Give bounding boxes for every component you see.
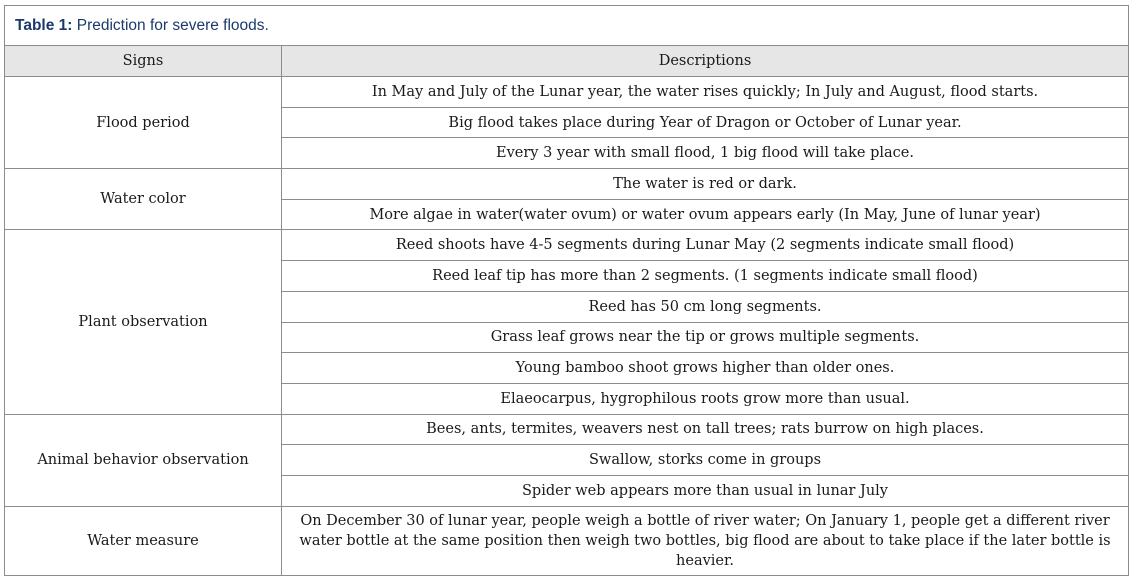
table-row [5, 506, 1129, 575]
table-row [5, 414, 1129, 445]
table-row [5, 230, 1129, 261]
header-signs: Signs [5, 46, 282, 77]
description-cell: Big flood takes place during Year of Dragon or October of Lunar year. [282, 107, 1129, 138]
caption-label: Table 1: [15, 16, 73, 34]
description-cell: More algae in water(water ovum) or water ovum appears early (In May, June of lunar year) [282, 199, 1129, 230]
description-cell: Every 3 year with small flood, 1 big flood will take place. [282, 138, 1129, 169]
table-container [4, 5, 1129, 576]
description-cell: Reed leaf tip has more than 2 segments. (1 segments indicate small flood) [282, 261, 1129, 292]
description-cell: Bees, ants, termites, weavers nest on tall trees; rats burrow on high places. [282, 414, 1129, 445]
caption-text: Prediction for severe floods. [72, 16, 269, 34]
description-cell: In May and July of the Lunar year, the water rises quickly; In July and August, flood starts. [282, 77, 1129, 108]
sign-cell: Flood period [5, 77, 282, 169]
description-cell: On December 30 of lunar year, people weigh a bottle of river water; On January 1, people get a different river water bottle at the same position then weigh two bottles, big flood are about to take place if the later bottle is heavier. [282, 506, 1129, 575]
description-cell: Spider web appears more than usual in lunar July [282, 475, 1129, 506]
floods-table [4, 45, 1129, 576]
table-caption [4, 5, 1129, 45]
table-row [5, 77, 1129, 108]
header-row [5, 46, 1129, 77]
description-cell: Young bamboo shoot grows higher than older ones. [282, 353, 1129, 384]
description-cell: Reed has 50 cm long segments. [282, 291, 1129, 322]
sign-cell: Water color [5, 169, 282, 230]
description-cell: Elaeocarpus, hygrophilous roots grow more than usual. [282, 383, 1129, 414]
table-body [5, 77, 1129, 576]
header-descriptions: Descriptions [282, 46, 1129, 77]
table-row [5, 169, 1129, 200]
description-cell: Reed shoots have 4-5 segments during Lunar May (2 segments indicate small flood) [282, 230, 1129, 261]
description-cell: The water is red or dark. [282, 169, 1129, 200]
description-cell: Swallow, storks come in groups [282, 445, 1129, 476]
sign-cell: Animal behavior observation [5, 414, 282, 506]
sign-cell: Plant observation [5, 230, 282, 414]
sign-cell: Water measure [5, 506, 282, 575]
description-cell: Grass leaf grows near the tip or grows multiple segments. [282, 322, 1129, 353]
